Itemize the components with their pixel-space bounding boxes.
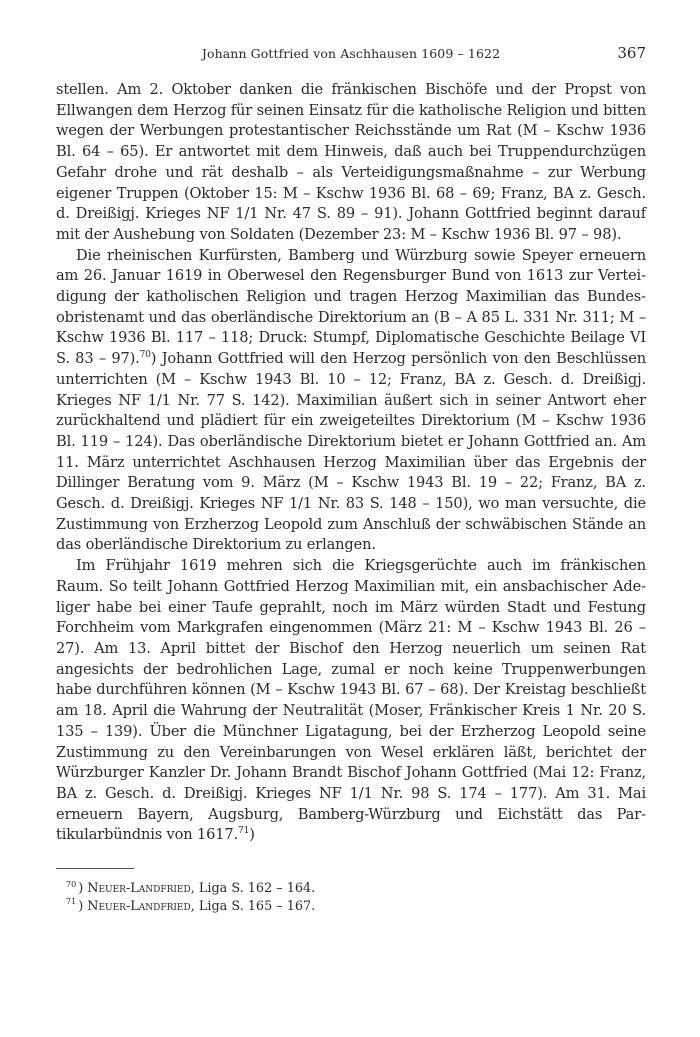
footnote-ref: , Liga S. 162 – 164.: [190, 881, 316, 896]
footnote-mark: 71: [66, 897, 77, 907]
page-number: 367: [617, 44, 646, 62]
paragraph-2: [56, 246, 646, 557]
paragraph-3: [56, 556, 646, 846]
paragraph-text: Im Frühjahr 1619 mehren sich die Kriegsgerüchte auch im fränkischen Raum. So teilt Johann Gottfried Herzog Maximilian mit, ein ansbachischer Adeliger habe bei einer Taufe geprahlt, noch im März würden Stadt und Festung Forchheim vom Markgrafen eingenommen (März 21: M – Kschw 1943 Bl. 26 – 27). Am 13. April bittet der Bischof den Herzog neuerlich um seinen Rat angesichts der bedrohlichen Lage, zumal er noch keine Truppenwerbungen habe durchführen können (M – Kschw 1943 Bl. 67 – 68). Der Kreistag beschließt am 18. April die Wahrung der Neutralität (Moser, Fränkischer Kreis 1 Nr. 20 S. 135 – 139). Über die Münchner Ligatagung, bei der Erzherzog Leopold seine Zustimmung zu den Vereinbarungen von Wesel erklären läßt, berichtet der Würzburger Kanzler Dr. Johann Brandt Bischof Johann Gottfried (Mai 12: Franz, BA z. Gesch. d. Dreißigj. Krieges NF 1/1 Nr. 98 S. 174 – 177). Am 31. Mai erneuern Bayern, Augsburg, Bamberg-Würzburg und Eichstätt das Partikularbündnis von 1617.: [56, 557, 646, 844]
footnote-paren: ): [78, 881, 88, 896]
footnote-divider: [56, 868, 134, 869]
paragraph-text: Die rheinischen Kurfürsten, Bamberg und Würzburg sowie Speyer erneuern am 26. Januar 1619 in Oberwesel den Regensburger Bund von 1613 zur Verteidigung der katholischen Religion und tragen Herzog Maximilian das Bundesobristenamt und das oberländische Direktorium an (B – A 85 L. 331 Nr. 311; M – Kschw 1936 Bl. 117 – 118; Druck: Stumpf, Diplomatische Geschichte Beilage VI S. 83 – 97).: [56, 246, 646, 368]
footnote-71: [66, 898, 626, 916]
footnotes: [66, 880, 626, 915]
paragraph-text: ): [249, 826, 255, 844]
footnote-author: Neuer-Landfried: [87, 881, 191, 896]
running-head: [56, 46, 646, 66]
footnote-ref: , Liga S. 165 – 167.: [190, 898, 316, 914]
paragraph-text: stellen. Am 2. Oktober danken die fränkischen Bischöfe und der Propst von Ellwangen dem Herzog für seinen Einsatz für die katholische Religion und bitten wegen der Werbungen protestantischer Reichsstände um Rat (M – Kschw 1936 Bl. 64 – 65). Er antwortet mit dem Hinweis, daß auch bei Truppendurchzügen Gefahr drohe und rät deshalb – als Verteidigungsmaßnahme – zur Werbung eigener Truppen (Oktober 15: M – Kschw 1936 Bl. 68 – 69; Franz, BA z. Gesch. d. Dreißigj. Krieges NF 1/1 Nr. 47 S. 89 – 91). Johann Gottfried beginnt darauf mit der Aushebung von Soldaten (Dezember 23: M – Kschw 1936 Bl. 97 – 98).: [56, 81, 646, 243]
footnote-author: Neuer-Landfried: [87, 898, 191, 914]
footnote-mark: 70: [66, 879, 77, 889]
footnote-paren: ): [78, 898, 88, 914]
running-title: Johann Gottfried von Aschhausen 1609 – 1622: [201, 46, 501, 61]
body-text: [56, 80, 646, 846]
paragraph-text: ) Johann Gottfried will den Herzog persönlich von den Beschlüssen unterrichten (M – Kschw 1943 Bl. 10 – 12; Franz, BA z. Gesch. d. Dreißigj. Krieges NF 1/1 Nr. 77 S. 142). Maximilian äußert sich in seiner Antwort eher zurückhaltend und plädiert für ein zweigeteiltes Direktorium (M – Kschw 1936 Bl. 119 – 124). Das oberländische Direktorium bietet er Johann Gottfried an. Am 11. März unterrichtet Aschhausen Herzog Maximilian über das Ergebnis der Dillinger Beratung vom 9. März (M – Kschw 1943 Bl. 19 – 22; Franz, BA z. Gesch. d. Dreißigj. Krieges NF 1/1 Nr. 83 S. 148 – 150), wo man versuchte, die Zustimmung von Erzherzog Leopold zum Anschluß der schwäbischen Stände an das oberländische Direktorium zu erlangen.: [56, 350, 646, 554]
footnote-reference: 71: [238, 826, 250, 837]
footnote-70: [66, 880, 626, 898]
footnote-reference: 70: [139, 350, 151, 361]
paragraph-1: [56, 80, 646, 246]
